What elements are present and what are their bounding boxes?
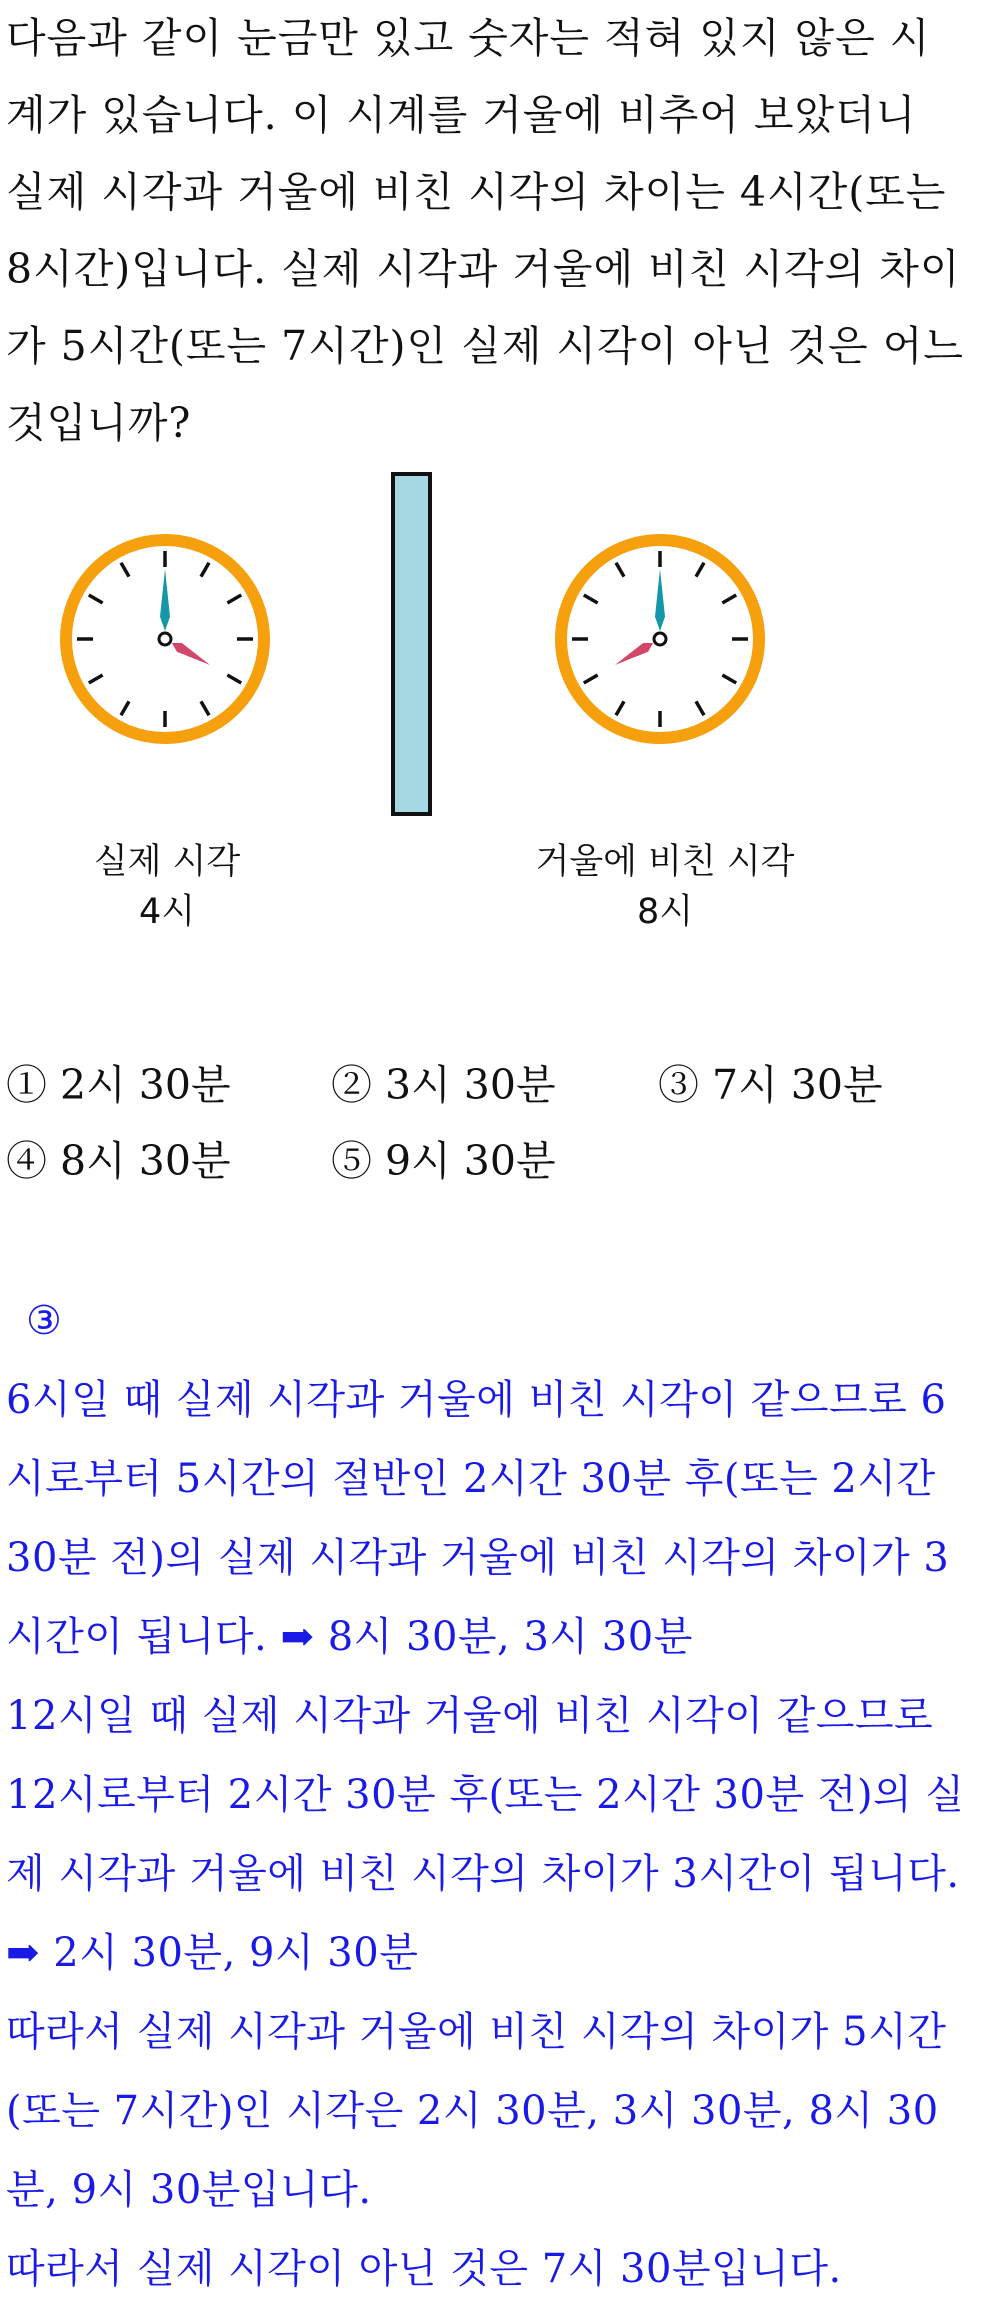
- choice-1[interactable]: [6, 1047, 331, 1123]
- choice-mark: ①: [6, 1061, 47, 1109]
- real-clock: [66, 540, 264, 738]
- choice-text: 2시 30분: [60, 1061, 231, 1109]
- choice-text: 7시 30분: [712, 1061, 883, 1109]
- clock-center: [159, 633, 171, 645]
- question-line: 계가 있습니다. 이 시계를 거울에 비추어 보았더니: [6, 91, 917, 139]
- explanation-line: (또는 7시간)인 시각은 2시 30분, 3시 30분, 8시 30: [6, 2088, 939, 2134]
- answer-choices: [6, 1047, 986, 1199]
- mirror: [393, 474, 430, 814]
- explanation-line: 분, 9시 30분입니다.: [6, 2167, 372, 2213]
- explanation-line: 따라서 실제 시각이 아닌 것은 7시 30분입니다.: [6, 2246, 842, 2292]
- explanation-line: 12시로부터 2시간 30분 후(또는 2시간 30분 전)의 실: [6, 1772, 965, 1818]
- question-line: 실제 시각과 거울에 비친 시각의 차이는 4시간(또는: [6, 168, 947, 216]
- mirror-clock-caption-label: 거울에 비친 시각: [535, 842, 795, 882]
- answer-mark: ③: [26, 1298, 63, 1344]
- answer-explanation: [6, 1282, 991, 2309]
- clock-mirror-figure: [0, 462, 993, 982]
- choice-text: 9시 30분: [385, 1137, 556, 1185]
- question-line: 가 5시간(또는 7시간)인 실제 시각이 아닌 것은 어느: [6, 322, 964, 370]
- choice-5[interactable]: [331, 1123, 556, 1199]
- choice-text: 3시 30분: [385, 1061, 556, 1109]
- choice-row: [6, 1123, 986, 1199]
- explanation-line: 시로부터 5시간의 절반인 2시간 30분 후(또는 2시간: [6, 1456, 936, 1502]
- clock-mirror-drawing: [0, 462, 993, 862]
- question-line: 다음과 같이 눈금만 있고 숫자는 적혀 있지 않은 시: [6, 14, 931, 62]
- choice-mark: ④: [6, 1137, 47, 1185]
- choice-text: 8시 30분: [60, 1137, 231, 1185]
- question-line: 것입니까?: [6, 399, 192, 447]
- clock-center: [654, 633, 666, 645]
- mirror-clock-caption: [500, 837, 830, 937]
- explanation-line: ➡ 2시 30분, 9시 30분: [6, 1930, 419, 1976]
- choice-mark: ③: [658, 1061, 699, 1109]
- explanation-line: 따라서 실제 시각과 거울에 비친 시각의 차이가 5시간: [6, 2009, 947, 2055]
- mirror-clock: [561, 540, 759, 738]
- real-clock-caption: [62, 837, 272, 937]
- mirror-clock-caption-time: 8시: [636, 892, 694, 932]
- explanation-line: 12시일 때 실제 시각과 거울에 비친 시각이 같으므로: [6, 1693, 934, 1739]
- choice-mark: ②: [331, 1061, 372, 1109]
- choice-mark: ⑤: [331, 1137, 372, 1185]
- choice-row: [6, 1047, 986, 1123]
- choice-4[interactable]: [6, 1123, 331, 1199]
- question-text: [6, 0, 986, 462]
- explanation-line: 제 시각과 거울에 비친 시각의 차이가 3시간이 됩니다.: [6, 1851, 960, 1897]
- choice-2[interactable]: [331, 1047, 658, 1123]
- explanation-line: 30분 전)의 실제 시각과 거울에 비친 시각의 차이가 3: [6, 1535, 950, 1581]
- real-clock-caption-label: 실제 시각: [93, 842, 241, 882]
- explanation-line: 6시일 때 실제 시각과 거울에 비친 시각이 같으므로 6: [6, 1377, 947, 1423]
- choice-3[interactable]: [658, 1047, 883, 1123]
- question-line: 8시간)입니다. 실제 시각과 거울에 비친 시각의 차이: [6, 245, 961, 293]
- explanation-line: 시간이 됩니다. ➡ 8시 30분, 3시 30분: [6, 1614, 693, 1660]
- real-clock-caption-time: 4시: [138, 892, 196, 932]
